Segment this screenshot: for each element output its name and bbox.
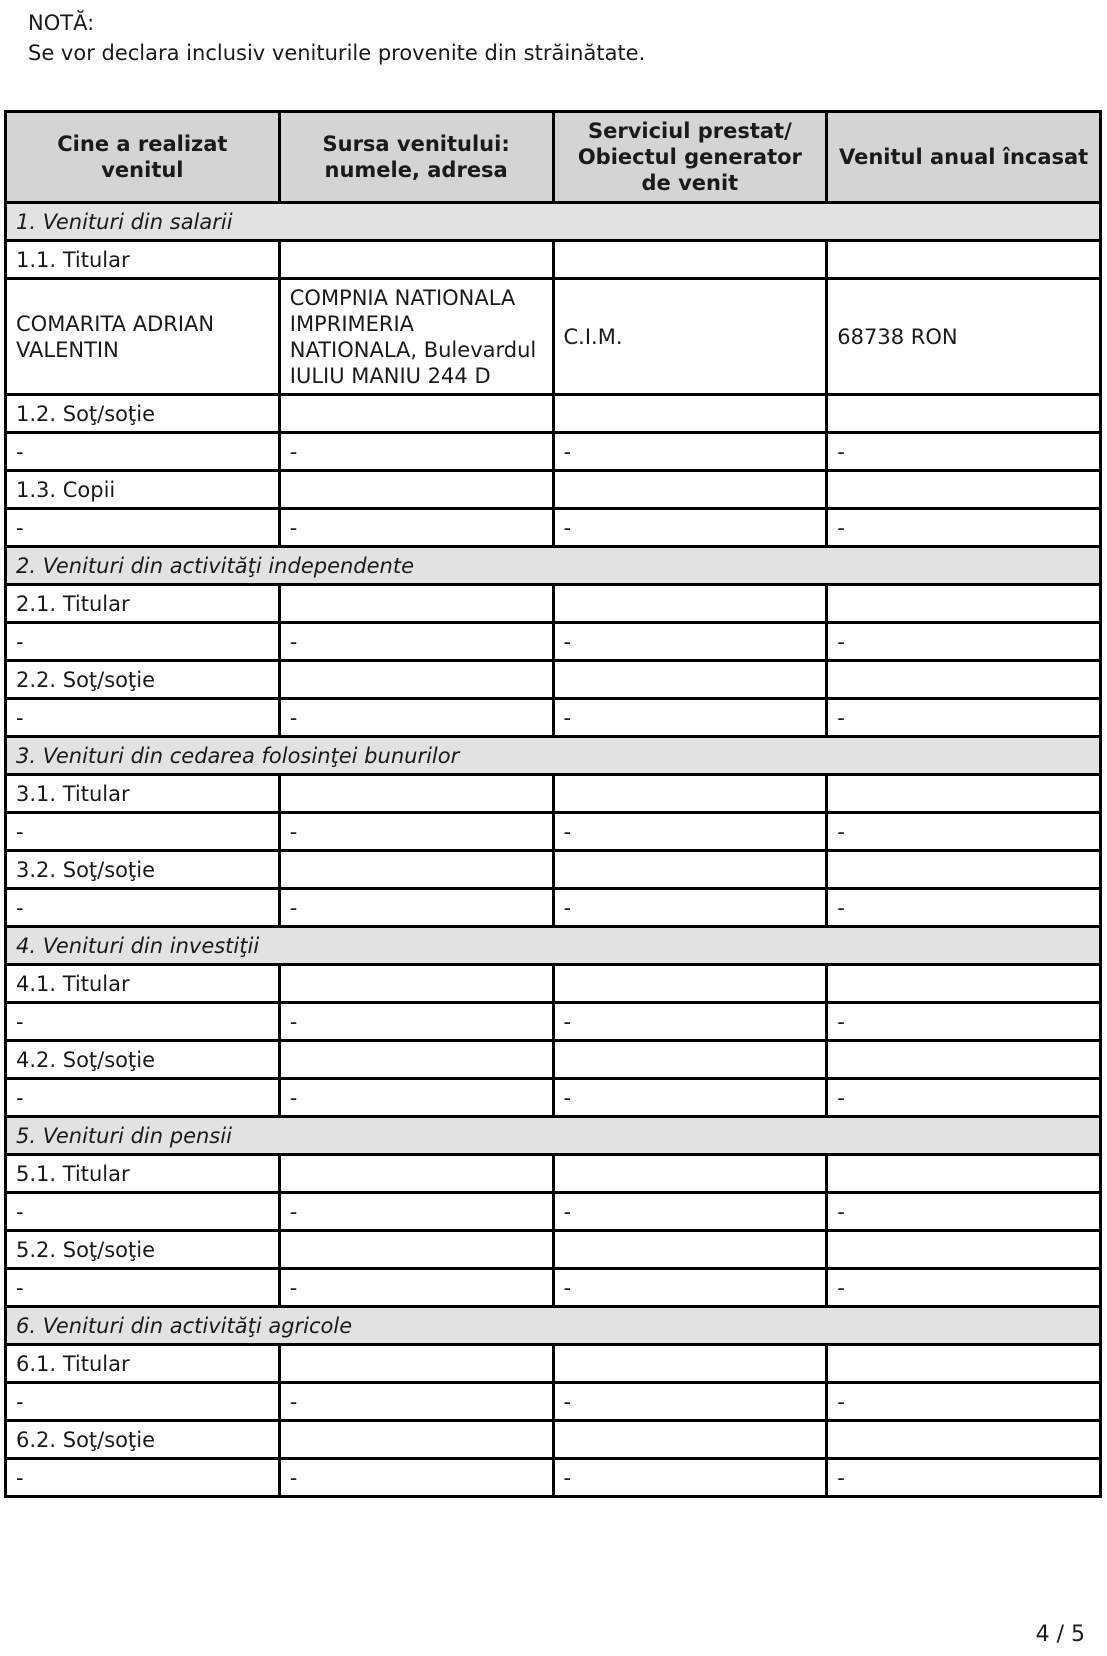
earner-cell: -	[6, 699, 280, 737]
empty-cell	[827, 1231, 1101, 1269]
table-row	[6, 1003, 1101, 1041]
income-cell: -	[827, 1383, 1101, 1421]
table-header-row	[6, 112, 1101, 203]
subsection-row	[6, 471, 1101, 509]
subsection-row	[6, 1155, 1101, 1193]
empty-cell	[279, 1155, 553, 1193]
subsection-label: 6.2. Soţ/soţie	[6, 1421, 280, 1459]
subsection-label: 1.1. Titular	[6, 241, 280, 279]
empty-cell	[553, 775, 827, 813]
source-cell: -	[279, 433, 553, 471]
service-cell: -	[553, 699, 827, 737]
empty-cell	[553, 1421, 827, 1459]
subsection-row	[6, 1345, 1101, 1383]
section-label: 3. Venituri din cedarea folosinţei bunurilor	[6, 737, 1101, 775]
empty-cell	[279, 1231, 553, 1269]
subsection-label: 2.2. Soţ/soţie	[6, 661, 280, 699]
earner-cell: -	[6, 1003, 280, 1041]
empty-cell	[279, 1345, 553, 1383]
subsection-label: 6.1. Titular	[6, 1345, 280, 1383]
subsection-row	[6, 1421, 1101, 1459]
income-cell: -	[827, 1079, 1101, 1117]
table-row	[6, 813, 1101, 851]
subsection-row	[6, 395, 1101, 433]
table-row	[6, 433, 1101, 471]
earner-cell: -	[6, 623, 280, 661]
source-cell: -	[279, 1269, 553, 1307]
earner-cell: -	[6, 1383, 280, 1421]
earner-cell: -	[6, 433, 280, 471]
subsection-row	[6, 585, 1101, 623]
empty-cell	[279, 1041, 553, 1079]
note-text: Se vor declara inclusiv veniturile provenite din străinătate.	[28, 41, 646, 65]
empty-cell	[279, 395, 553, 433]
empty-cell	[827, 585, 1101, 623]
service-cell: -	[553, 1269, 827, 1307]
subsection-label: 2.1. Titular	[6, 585, 280, 623]
subsection-row	[6, 241, 1101, 279]
section-label: 2. Venituri din activităţi independente	[6, 547, 1101, 585]
table-row	[6, 1459, 1101, 1497]
income-cell: -	[827, 509, 1101, 547]
table-row	[6, 1269, 1101, 1307]
service-cell: -	[553, 813, 827, 851]
subsection-label: 1.3. Copii	[6, 471, 280, 509]
source-cell: -	[279, 623, 553, 661]
note-title: NOTĂ:	[28, 11, 95, 35]
empty-cell	[553, 585, 827, 623]
empty-cell	[553, 1041, 827, 1079]
empty-cell	[827, 661, 1101, 699]
service-cell: -	[553, 1003, 827, 1041]
subsection-row	[6, 775, 1101, 813]
section-label: 6. Venituri din activităţi agricole	[6, 1307, 1101, 1345]
section-row	[6, 547, 1101, 585]
income-cell: -	[827, 1003, 1101, 1041]
table-row	[6, 1193, 1101, 1231]
subsection-row	[6, 851, 1101, 889]
source-cell: -	[279, 699, 553, 737]
income-table	[4, 110, 1102, 1498]
source-cell: -	[279, 889, 553, 927]
source-cell: -	[279, 1193, 553, 1231]
service-cell: -	[553, 1079, 827, 1117]
source-cell: -	[279, 1383, 553, 1421]
empty-cell	[553, 1231, 827, 1269]
empty-cell	[827, 395, 1101, 433]
header-cell: Cine a realizat venitul	[6, 112, 280, 203]
income-cell: -	[827, 433, 1101, 471]
section-row	[6, 1117, 1101, 1155]
subsection-label: 5.2. Soţ/soţie	[6, 1231, 280, 1269]
empty-cell	[279, 965, 553, 1003]
section-row	[6, 737, 1101, 775]
service-cell: -	[553, 509, 827, 547]
earner-cell: -	[6, 1459, 280, 1497]
empty-cell	[827, 1421, 1101, 1459]
empty-cell	[553, 851, 827, 889]
empty-cell	[279, 775, 553, 813]
subsection-row	[6, 965, 1101, 1003]
source-cell: -	[279, 1459, 553, 1497]
empty-cell	[827, 241, 1101, 279]
income-cell: -	[827, 1459, 1101, 1497]
empty-cell	[553, 395, 827, 433]
income-cell: 68738 RON	[827, 279, 1101, 395]
section-row	[6, 927, 1101, 965]
header-cell: Venitul anual încasat	[827, 112, 1101, 203]
service-cell: -	[553, 623, 827, 661]
income-cell: -	[827, 1269, 1101, 1307]
income-cell: -	[827, 813, 1101, 851]
section-label: 5. Venituri din pensii	[6, 1117, 1101, 1155]
source-cell: -	[279, 509, 553, 547]
empty-cell	[553, 241, 827, 279]
income-cell: -	[827, 1193, 1101, 1231]
subsection-row	[6, 661, 1101, 699]
empty-cell	[827, 471, 1101, 509]
service-cell: -	[553, 433, 827, 471]
empty-cell	[827, 1155, 1101, 1193]
subsection-label: 5.1. Titular	[6, 1155, 280, 1193]
subsection-label: 4.2. Soţ/soţie	[6, 1041, 280, 1079]
empty-cell	[553, 965, 827, 1003]
empty-cell	[279, 1421, 553, 1459]
subsection-label: 4.1. Titular	[6, 965, 280, 1003]
subsection-label: 3.2. Soţ/soţie	[6, 851, 280, 889]
service-cell: -	[553, 1383, 827, 1421]
earner-cell: -	[6, 889, 280, 927]
earner-cell: -	[6, 1269, 280, 1307]
source-cell: -	[279, 1003, 553, 1041]
table-row	[6, 279, 1101, 395]
table-row	[6, 509, 1101, 547]
empty-cell	[279, 471, 553, 509]
subsection-row	[6, 1231, 1101, 1269]
header-cell: Sursa venitului: numele, adresa	[279, 112, 553, 203]
earner-cell: -	[6, 509, 280, 547]
table-row	[6, 623, 1101, 661]
empty-cell	[827, 851, 1101, 889]
page-number: 4 / 5	[1035, 1622, 1085, 1647]
empty-cell	[553, 471, 827, 509]
income-cell: -	[827, 623, 1101, 661]
empty-cell	[827, 1041, 1101, 1079]
note-block	[28, 8, 645, 68]
source-cell: COMPNIA NATIONALA IMPRIMERIA NATIONALA, Bulevardul IULIU MANIU 244 D	[279, 279, 553, 395]
empty-cell	[279, 241, 553, 279]
empty-cell	[553, 661, 827, 699]
table-row	[6, 699, 1101, 737]
service-cell: -	[553, 1193, 827, 1231]
subsection-row	[6, 1041, 1101, 1079]
empty-cell	[553, 1155, 827, 1193]
source-cell: -	[279, 1079, 553, 1117]
income-cell: -	[827, 889, 1101, 927]
empty-cell	[279, 661, 553, 699]
earner-cell: -	[6, 1079, 280, 1117]
earner-cell: -	[6, 813, 280, 851]
earner-cell: COMARITA ADRIAN VALENTIN	[6, 279, 280, 395]
table-row	[6, 1383, 1101, 1421]
empty-cell	[279, 585, 553, 623]
section-label: 1. Venituri din salarii	[6, 203, 1101, 241]
table-row	[6, 889, 1101, 927]
table-row	[6, 1079, 1101, 1117]
earner-cell: -	[6, 1193, 280, 1231]
empty-cell	[553, 1345, 827, 1383]
header-cell: Serviciul prestat/ Obiectul generator de venit	[553, 112, 827, 203]
service-cell: -	[553, 1459, 827, 1497]
section-label: 4. Venituri din investiţii	[6, 927, 1101, 965]
empty-cell	[827, 1345, 1101, 1383]
empty-cell	[279, 851, 553, 889]
section-row	[6, 203, 1101, 241]
section-row	[6, 1307, 1101, 1345]
empty-cell	[827, 775, 1101, 813]
income-cell: -	[827, 699, 1101, 737]
service-cell: -	[553, 889, 827, 927]
subsection-label: 3.1. Titular	[6, 775, 280, 813]
subsection-label: 1.2. Soţ/soţie	[6, 395, 280, 433]
source-cell: -	[279, 813, 553, 851]
service-cell: C.I.M.	[553, 279, 827, 395]
empty-cell	[827, 965, 1101, 1003]
